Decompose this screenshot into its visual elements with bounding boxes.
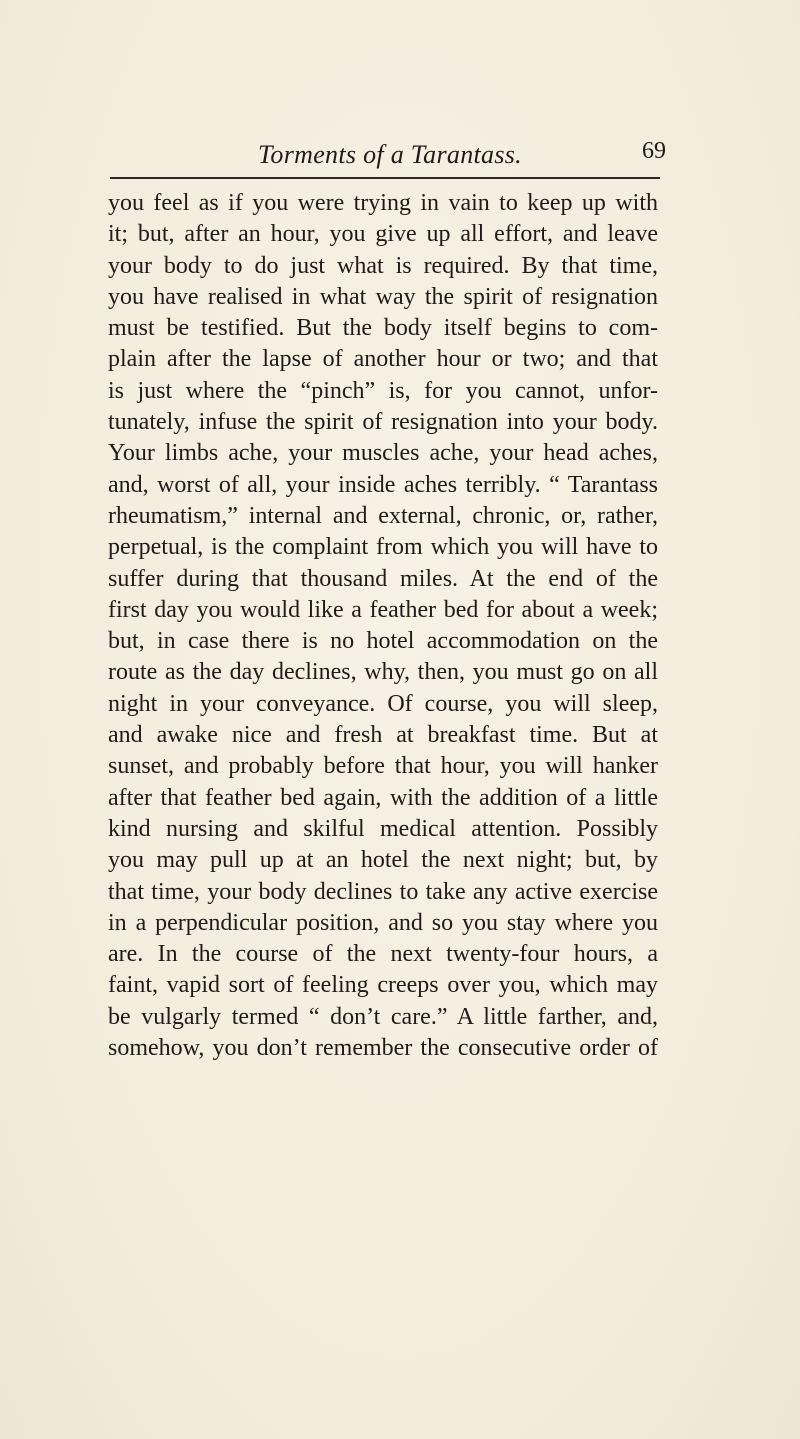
text-line: tunately, infuse the spirit of resignation into your body. bbox=[108, 409, 658, 436]
page-number: 69 bbox=[642, 138, 666, 164]
text-line: kind nursing and skilful medical attention. Possibly bbox=[108, 815, 658, 842]
text-line: plain after the lapse of another hour or two; and that bbox=[108, 346, 658, 373]
text-line: it; but, after an hour, you give up all effort, and leave bbox=[108, 221, 658, 248]
text-line: but, in case there is no hotel accommodation on the bbox=[108, 628, 658, 655]
text-line: you feel as if you were trying in vain to keep up with bbox=[108, 190, 658, 216]
text-line: is just where the “pinch” is, for you cannot, unfor- bbox=[108, 377, 658, 404]
text-line: be vulgarly termed “ don’t care.” A little farther, and, bbox=[108, 1003, 658, 1030]
text-line: Your limbs ache, your muscles ache, your head aches, bbox=[108, 440, 658, 467]
text-line: that time, your body declines to take any active exercise bbox=[108, 878, 658, 905]
text-line: in a perpendicular position, and so you stay where you bbox=[108, 909, 658, 936]
body-text bbox=[108, 188, 658, 1064]
running-title: Torments of a Tarantass. bbox=[258, 140, 522, 169]
text-line: faint, vapid sort of feeling creeps over you, which may bbox=[108, 972, 658, 999]
text-line: night in your conveyance. Of course, you will sleep, bbox=[108, 690, 658, 717]
text-line: perpetual, is the complaint from which you will have to bbox=[108, 534, 658, 561]
text-line: after that feather bed again, with the addition of a little bbox=[108, 784, 658, 811]
text-line: and awake nice and fresh at breakfast time. But at bbox=[108, 722, 658, 749]
text-line: you have realised in what way the spirit of resignation bbox=[108, 283, 658, 310]
text-line: are. In the course of the next twenty-four hours, a bbox=[108, 941, 658, 968]
running-head bbox=[120, 138, 666, 170]
text-line: you may pull up at an hotel the next night; but, by bbox=[108, 847, 658, 874]
text-line: sunset, and probably before that hour, you will hanker bbox=[108, 753, 658, 780]
text-line: route as the day declines, why, then, you must go on all bbox=[108, 659, 658, 686]
text-line: suffer during that thousand miles. At the end of the bbox=[108, 565, 658, 592]
text-line: your body to do just what is required. By that time, bbox=[108, 252, 658, 279]
text-line: somehow, you don’t remember the consecutive order of bbox=[108, 1035, 658, 1062]
text-line: must be testified. But the body itself begins to com- bbox=[108, 315, 658, 342]
text-line: and, worst of all, your inside aches terribly. “ Tarantass bbox=[108, 471, 658, 498]
header-rule bbox=[110, 177, 660, 179]
text-line: rheumatism,” internal and external, chronic, or, rather, bbox=[108, 502, 658, 529]
text-line: first day you would like a feather bed for about a week; bbox=[108, 596, 658, 623]
